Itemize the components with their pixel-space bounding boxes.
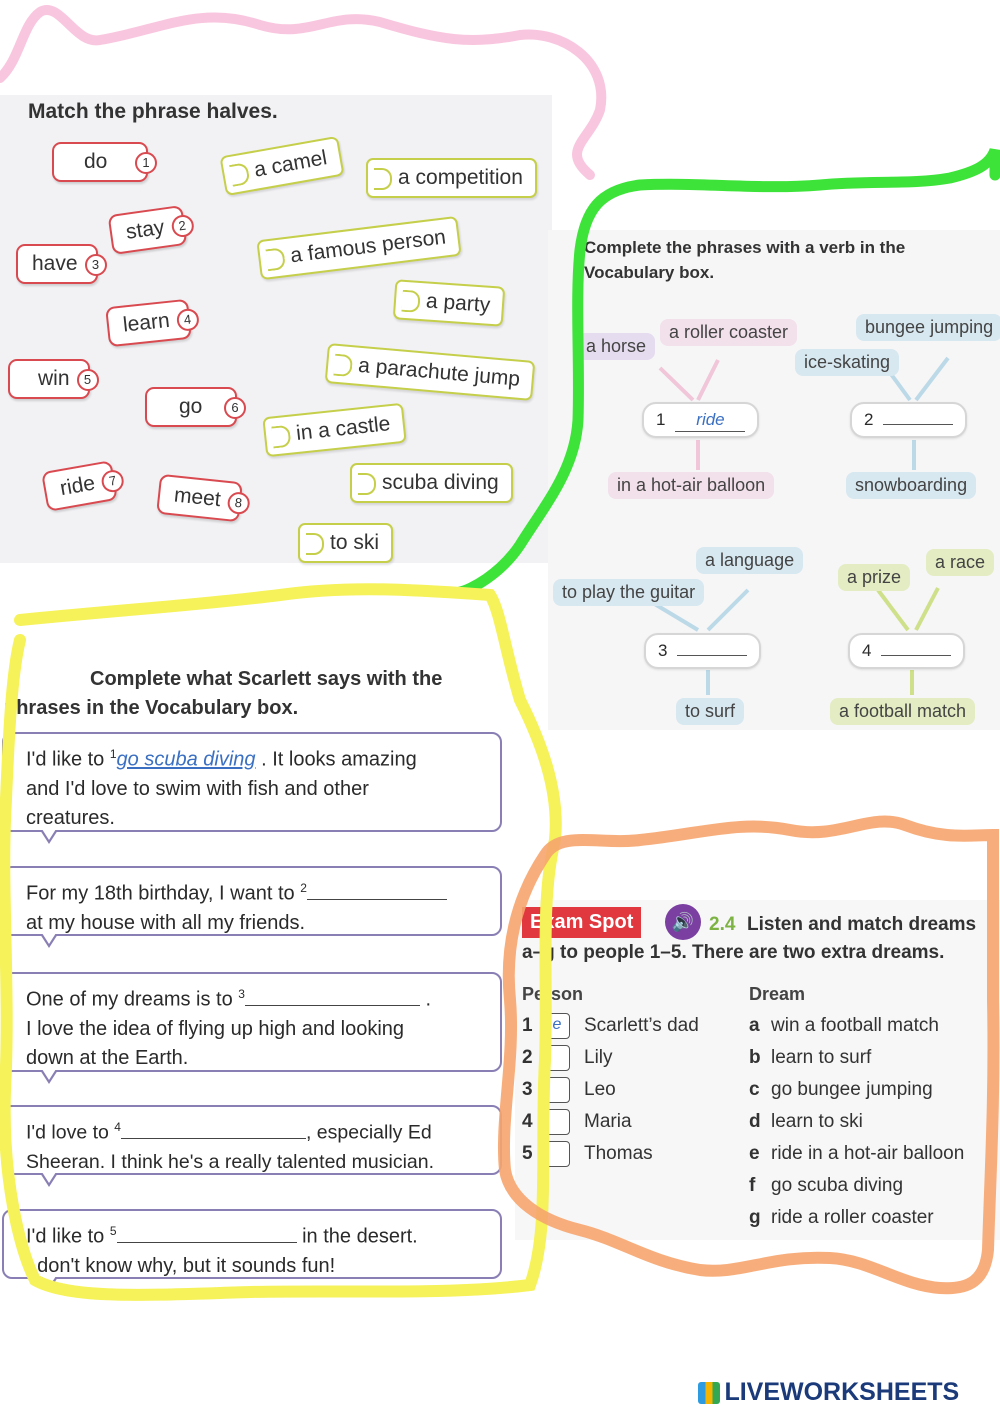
verb-stay[interactable]: stay 2 (108, 205, 187, 255)
dream-row: a win a football match (749, 1015, 939, 1036)
puzzle-slot-icon (229, 162, 251, 187)
exam-instruction-line1: Listen and match dreams (747, 914, 977, 935)
answer-field[interactable] (245, 1005, 420, 1006)
answer-checkbox[interactable] (544, 1077, 570, 1103)
number-badge: 1 (135, 152, 157, 174)
dream-row: b learn to surf (749, 1047, 872, 1068)
answer-field[interactable]: ride (675, 409, 745, 432)
vocab-answer-3[interactable]: 3 (644, 633, 761, 669)
verb-do[interactable]: do 1 (52, 142, 148, 182)
exam-instruction-line2: a–g to people 1–5. There are two extra dreams. (522, 942, 945, 963)
vocab-answer-4[interactable]: 4 (848, 633, 965, 669)
vocab-item-a-language: a language (696, 547, 803, 574)
verb-learn[interactable]: learn 4 (105, 299, 191, 347)
puzzle-slot-icon (271, 425, 291, 449)
answer-field[interactable] (117, 1242, 297, 1243)
speech-bubble-2: For my 18th birthday, I want to $^2$ at my house with all my friends. (2, 866, 502, 936)
dream-row: d learn to ski (749, 1111, 863, 1132)
noun-a-competition[interactable]: a competition (366, 158, 537, 198)
vocab-item-snowboarding: snowboarding (846, 472, 976, 499)
answer-field[interactable] (881, 655, 951, 656)
puzzle-slot-icon (265, 247, 286, 271)
dream-row: c go bungee jumping (749, 1079, 933, 1100)
speech-bubble-5: I'd like to $^5$ in the desert. I don't know why, but it sounds fun! (2, 1209, 502, 1279)
puzzle-slot-icon (306, 533, 324, 555)
noun-to-ski[interactable]: to ski (298, 523, 393, 563)
number-badge: 2 (170, 214, 195, 239)
vocab-item-a-race: a race (926, 549, 994, 576)
match-heading: Match the phrase halves. (28, 100, 278, 123)
vocab-item-ice-skating: ice-skating (795, 349, 899, 376)
noun-in-a-castle[interactable]: in a castle (262, 403, 406, 457)
answer-field[interactable] (121, 1138, 306, 1139)
number-badge: 3 (85, 254, 107, 276)
answer-checkbox[interactable]: e (544, 1013, 570, 1039)
yellow-scribble (4, 589, 555, 1295)
verb-have[interactable]: have 3 (16, 244, 98, 284)
dream-row: e ride in a hot-air balloon (749, 1143, 965, 1164)
person-row: 4 Maria (522, 1107, 632, 1137)
vocab-answer-2[interactable]: 2 (850, 402, 967, 438)
vocab-item-bungee-jumping: bungee jumping (856, 314, 1000, 341)
verb-win[interactable]: win 5 (8, 359, 90, 399)
person-row: 3 Leo (522, 1075, 616, 1105)
noun-a-party[interactable]: a party (393, 279, 506, 327)
logo-icon (698, 1382, 720, 1404)
answer-checkbox[interactable] (544, 1045, 570, 1071)
answer-field[interactable]: go scuba diving (116, 748, 256, 771)
number-badge: 8 (226, 491, 250, 515)
verb-ride[interactable]: ride 7 (41, 460, 118, 512)
vocab-item-a-prize: a prize (838, 564, 910, 591)
exam-track-number: 2.4 (709, 914, 736, 935)
scarlett-heading-line1: Complete what Scarlett says with the (90, 668, 443, 690)
vocab-item-play-guitar: to play the guitar (553, 579, 704, 606)
audio-icon[interactable]: 🔊 (665, 904, 701, 940)
dream-row: f go scuba diving (749, 1175, 904, 1196)
liveworksheets-logo: LIVEWORKSHEETS (698, 1378, 959, 1408)
vocab-item-hot-air-balloon: in a hot-air balloon (608, 472, 774, 499)
speech-bubble-4: I'd love to $^4$ , especially Ed Sheeran. I think he's a really talented musician. (2, 1105, 502, 1175)
puzzle-slot-icon (333, 354, 353, 377)
number-badge: 5 (77, 369, 99, 391)
speech-bubble-1: I'd like to $^1$go scuba diving . It looks amazing and I'd love to swim with fish and other creatures. (2, 732, 502, 832)
vocab-item-football-match: a football match (830, 698, 975, 725)
puzzle-slot-icon (401, 290, 420, 313)
speech-bubble-3: One of my dreams is to $^3$ . I love the idea of flying up high and looking down at the Earth. (2, 972, 502, 1072)
answer-field[interactable] (883, 424, 953, 425)
number-badge: 4 (176, 308, 200, 332)
puzzle-slot-icon (374, 168, 392, 190)
number-badge: 6 (224, 397, 246, 419)
column-person: Person (522, 984, 584, 1004)
number-badge: 7 (100, 468, 125, 493)
noun-a-famous-person[interactable]: a famous person (256, 216, 462, 280)
verb-go[interactable]: go 6 (145, 387, 237, 427)
noun-a-parachute-jump[interactable]: a parachute jump (325, 343, 536, 401)
answer-field[interactable] (677, 655, 747, 656)
puzzle-slot-icon (358, 473, 376, 495)
vocab-heading-line2: Vocabulary box. (584, 263, 715, 282)
noun-a-camel[interactable]: a camel (219, 136, 344, 196)
exam-badge: Exam Spot (522, 907, 641, 938)
person-row: 2 Lily (522, 1043, 613, 1073)
scarlett-heading-line2: phrases in the Vocabulary box. (4, 697, 299, 719)
answer-field[interactable] (307, 899, 447, 900)
noun-scuba-diving[interactable]: scuba diving (350, 463, 513, 503)
vocab-item-a-roller-coaster: a roller coaster (660, 319, 797, 346)
vocab-heading-line1: Complete the phrases with a verb in the (584, 238, 906, 257)
person-row: 5 Thomas (522, 1139, 653, 1169)
column-dream: Dream (749, 984, 806, 1004)
person-row: 1 e Scarlett’s dad (522, 1011, 699, 1041)
vocab-answer-1[interactable]: 1 ride (642, 402, 759, 438)
vocab-item-a-horse: a horse (577, 333, 655, 360)
answer-checkbox[interactable] (544, 1141, 570, 1167)
vocab-item-to-surf: to surf (676, 698, 744, 725)
answer-checkbox[interactable] (544, 1109, 570, 1135)
verb-meet[interactable]: meet 8 (156, 474, 242, 522)
dream-row: g ride a roller coaster (749, 1207, 934, 1228)
